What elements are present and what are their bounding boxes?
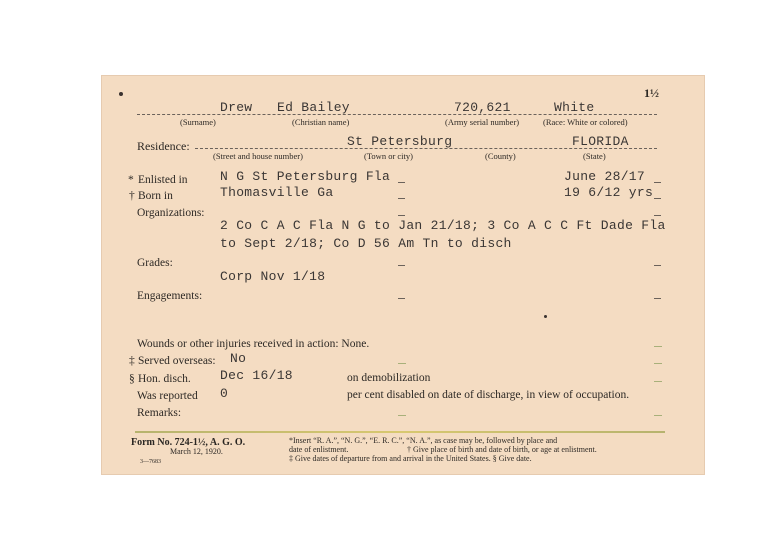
state-caption: (State) [583, 151, 606, 161]
enlisted-label: Enlisted in [138, 174, 188, 186]
was-reported-label: Was reported [137, 390, 198, 402]
corner-number: 1½ [644, 86, 659, 100]
remarks-label: Remarks: [137, 407, 182, 419]
footer-rule [135, 431, 665, 433]
grades-label: Grades: [137, 257, 173, 269]
hon-disch-note: on demobilization [347, 372, 431, 384]
footnote-2b: † Give place of birth and date of birth, or age at enlistment. [407, 445, 597, 454]
organizations-line-2: to Sept 2/18; Co D 56 Am Tn to disch [220, 236, 512, 251]
serial-caption: (Army serial number) [445, 117, 520, 127]
form-number: Form No. 724-1½, A. G. O. [131, 437, 246, 448]
hon-disch-label: Hon. disch. [138, 373, 191, 385]
form-date: March 12, 1920. [170, 447, 223, 456]
born-age-value: 19 6/12 yrs [564, 185, 654, 200]
served-overseas-marker: ‡ [129, 355, 135, 367]
footnote-1: *Insert “R. A.”, “N. G.”, “E. R. C.”, “N. A.”, as case may be, followed by place and [289, 436, 558, 445]
serial-number-value: 720,621 [454, 100, 511, 115]
punch-mark [119, 92, 123, 96]
christian-name-value: Ed Bailey [277, 100, 350, 115]
born-place-value: Thomasville Ga [220, 185, 334, 200]
race-caption: (Race: White or colored) [543, 117, 628, 127]
residence-city-value: St Petersburg [347, 134, 453, 149]
grades-value: Corp Nov 1/18 [220, 269, 326, 284]
county-caption: (County) [485, 151, 516, 161]
served-overseas-value: No [230, 351, 247, 366]
engagements-label: Engagements: [137, 290, 203, 302]
was-reported-value: 0 [220, 386, 229, 401]
wounds-text: Wounds or other injuries received in action: None. [137, 338, 370, 350]
surname-value: Drew [220, 100, 253, 115]
enlisted-place-value: N G St Petersburg Fla [220, 169, 391, 184]
footnote-2a: date of enlistment. [289, 445, 349, 454]
street-caption: (Street and house number) [213, 151, 303, 161]
enlisted-marker: * [128, 174, 134, 186]
service-record-card [101, 75, 705, 475]
hon-disch-value: Dec 16/18 [220, 368, 293, 383]
race-value: White [554, 100, 595, 115]
born-marker: † [129, 190, 135, 202]
enlisted-date-value: June 28/17 [564, 169, 646, 184]
surname-caption: (Surname) [180, 117, 216, 127]
town-caption: (Town or city) [364, 151, 413, 161]
residence-label: Residence: [137, 139, 190, 153]
residence-line [195, 148, 657, 149]
footnote-3: ‡ Give dates of departure from and arrival in the United States. § Give date. [289, 454, 532, 463]
organizations-label: Organizations: [137, 207, 205, 219]
name-line [137, 114, 657, 115]
organizations-line-1: 2 Co C A C Fla N G to Jan 21/18; 3 Co A C C Ft Dade Fla [220, 218, 666, 233]
hon-disch-marker: § [129, 373, 135, 385]
served-overseas-label: Served overseas: [138, 355, 216, 367]
residence-state-value: FLORIDA [572, 134, 629, 149]
print-code: 3—7683 [140, 459, 161, 465]
christian-name-caption: (Christian name) [292, 117, 350, 127]
born-label: Born in [138, 190, 173, 202]
was-reported-note: per cent disabled on date of discharge, in view of occupation. [347, 389, 630, 401]
